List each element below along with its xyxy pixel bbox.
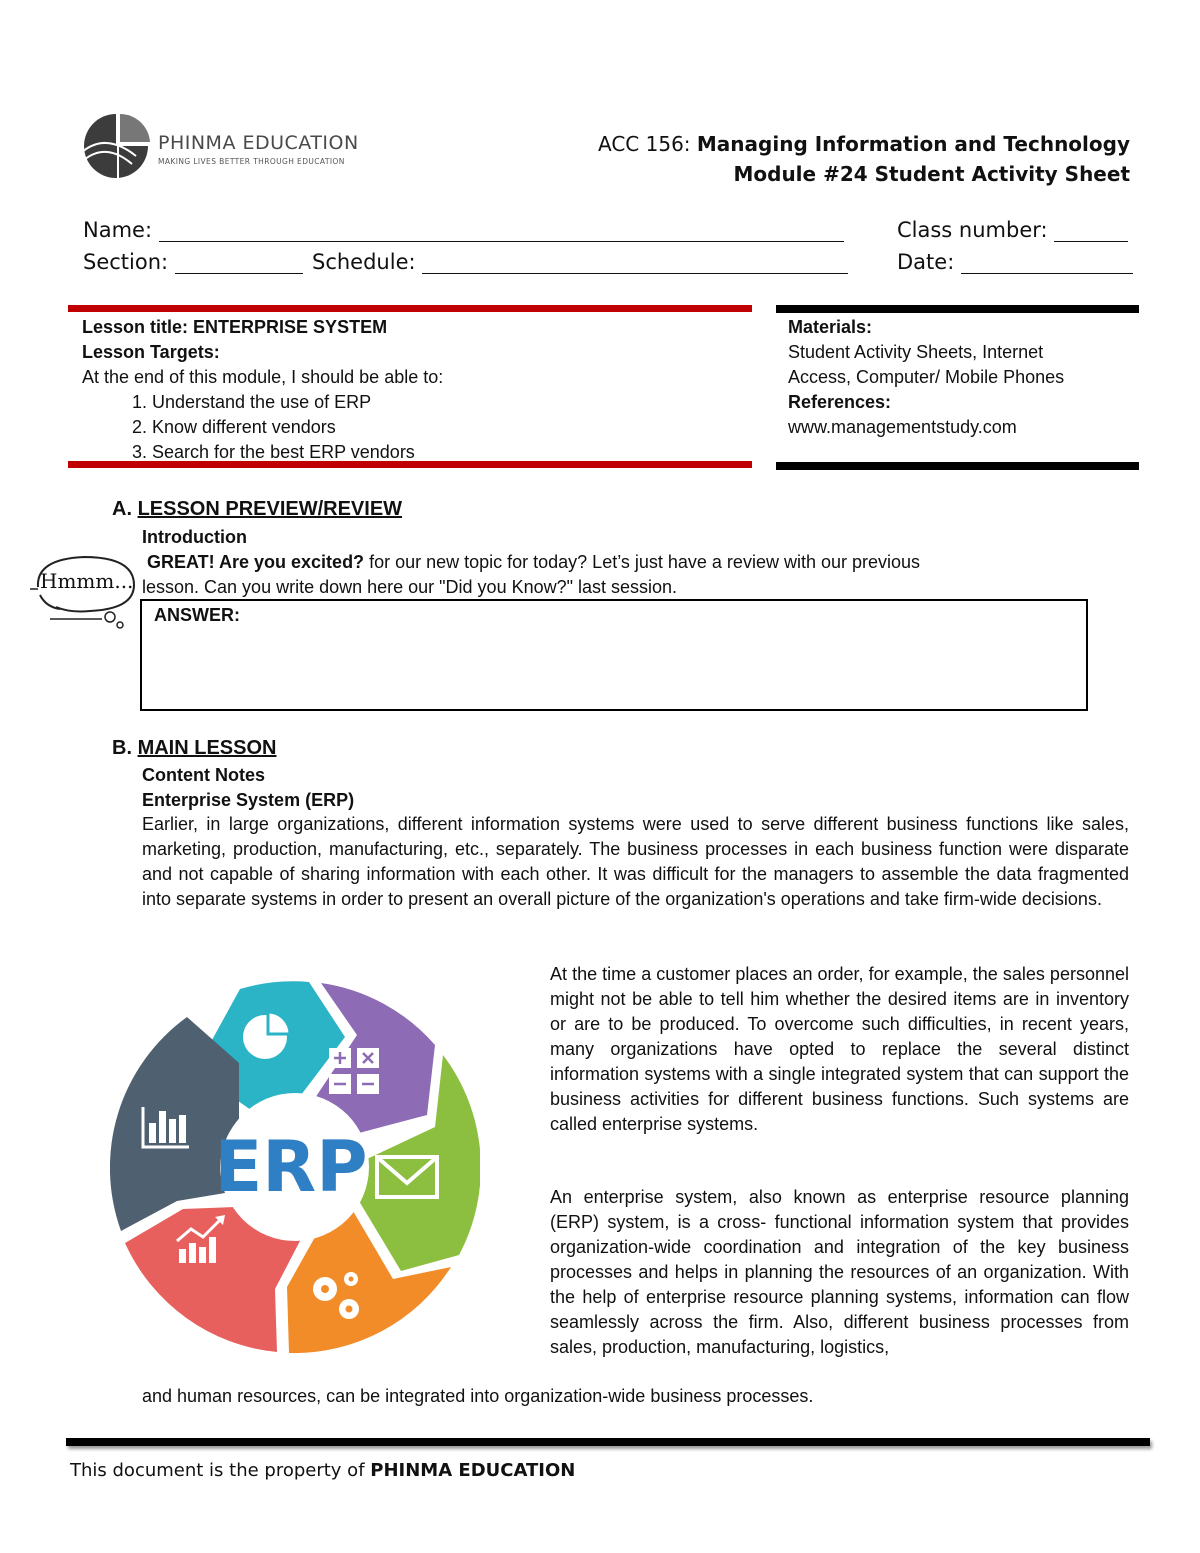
paragraph-3: An enterprise system, also known as enterprise resource planning (ERP) system, is a cross- functional information system that provides organization-wide coordination and integration of the key business processes and helps in planning the resources of an organization. With the help of enterprise resource planning systems, information can flow seamlessly across the firm. Also, different business processes from sales, production, manufacturing, logistics, (550, 1187, 1129, 1357)
footer-bar (66, 1438, 1150, 1446)
section-a-heading: A. LESSON PREVIEW/REVIEW (112, 498, 403, 520)
date-line[interactable] (961, 253, 1133, 274)
lesson-info (82, 315, 742, 465)
schedule-line[interactable] (422, 253, 848, 274)
section-field[interactable] (83, 250, 303, 274)
section-a-title: LESSON PREVIEW/REVIEW (137, 498, 403, 520)
section-line[interactable] (175, 253, 303, 274)
materials-top-bar (776, 305, 1139, 313)
lesson-targets-list (82, 390, 742, 465)
answer-box[interactable] (140, 599, 1088, 711)
footer-text: This document is the property of PHINMA EDUCATION (70, 1460, 576, 1481)
materials-bottom-bar (776, 462, 1139, 470)
logo-name: PHINMA EDUCATION (158, 132, 359, 154)
intro-text1: for our new topic for today? Let’s just have a review with our previous (364, 552, 921, 572)
bubble-text: Hmmm... (40, 569, 134, 593)
name-line[interactable] (159, 221, 844, 242)
materials-line2: Access, Computer/ Mobile Phones (788, 367, 1065, 387)
section-a-intro (142, 550, 1102, 600)
section-label: Section: (83, 250, 169, 274)
intro-text2: lesson. Can you write down here our "Did you Know?" last session. (142, 577, 678, 597)
lesson-title: Lesson title: ENTERPRISE SYSTEM (82, 317, 388, 337)
section-b-title: MAIN LESSON (137, 737, 277, 759)
module-title: Module #24 Student Activity Sheet (733, 162, 1130, 186)
schedule-label: Schedule: (312, 250, 416, 274)
paragraph-2: At the time a customer places an order, for example, the sales personnel might not be able to tell him whether the desired items are in inventory or are to be produced. To overcome such difficulties, in recent years, many organizations have opted to replace the several distinct information systems with a single integrated system that can support the business activities for different business functions. Such systems are called enterprise systems. (550, 964, 1129, 1134)
paragraph-3-end: and human resources, can be integrated into organization-wide business processes. (142, 1386, 814, 1406)
logo-emblem-icon (76, 112, 158, 178)
thought-bubble (30, 553, 142, 633)
references-label: References: (788, 392, 892, 412)
thought-bubble-icon (30, 553, 142, 633)
erp-subtitle: Enterprise System (ERP) (142, 790, 355, 810)
class-number-field[interactable] (897, 218, 1128, 242)
list-item: 2. Know different vendors (152, 415, 742, 440)
section-b-heading: B. MAIN LESSON (112, 737, 277, 759)
date-label: Date: (897, 250, 955, 274)
course-title: Managing Information and Technology (696, 132, 1130, 156)
reference-link[interactable]: www.managementstudy.com (788, 417, 1017, 437)
answer-label: ANSWER: (154, 605, 240, 625)
course-header (598, 132, 1130, 156)
lesson-top-bar (68, 305, 752, 312)
class-number-line[interactable] (1054, 221, 1128, 242)
footer-org: PHINMA EDUCATION (370, 1460, 576, 1481)
class-number-label: Class number: (897, 218, 1048, 242)
list-item: 3. Search for the best ERP vendors (152, 440, 742, 465)
intro-bold: GREAT! Are you excited? (147, 552, 365, 572)
date-field[interactable] (897, 250, 1133, 274)
lesson-targets-label: Lesson Targets: (82, 342, 220, 362)
materials-info (788, 315, 1138, 440)
materials-label: Materials: (788, 317, 873, 337)
list-item: 1. Understand the use of ERP (152, 390, 742, 415)
erp-diagram (110, 975, 480, 1365)
paragraph-1: Earlier, in large organizations, different information systems were used to serve different business functions like sales, marketing, production, manufacturing, etc., separately. The business processes in each business function were disparate and not capable of sharing information with each other. It was difficult for the managers to assemble the data fragmented into separate systems in order to present an overall picture of the organization's operations and take firm-wide decisions. (142, 814, 1129, 909)
erp-label: ERP (214, 1126, 368, 1208)
logo-tagline: MAKING LIVES BETTER THROUGH EDUCATION (158, 157, 345, 166)
schedule-field[interactable] (312, 250, 848, 274)
name-label: Name: (83, 218, 153, 242)
materials-line1: Student Activity Sheets, Internet (788, 342, 1044, 362)
course-code: ACC 156: (598, 132, 691, 156)
content-notes-label: Content Notes (142, 765, 265, 785)
name-field[interactable] (83, 218, 844, 242)
lesson-targets-intro: At the end of this module, I should be able to: (82, 367, 444, 387)
section-a-subtitle: Introduction (142, 527, 247, 547)
